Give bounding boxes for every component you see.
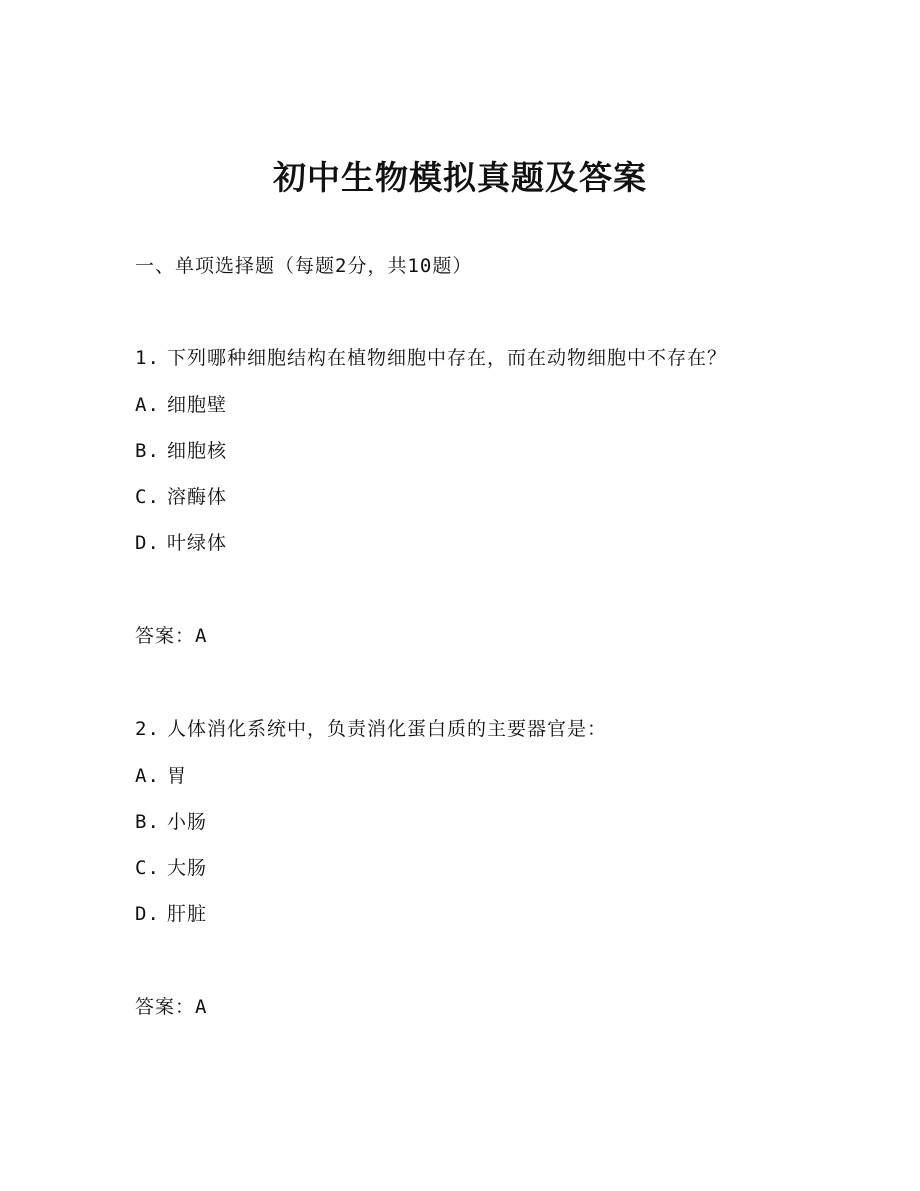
option-letter: B. xyxy=(135,811,160,833)
option-text: 胃 xyxy=(167,765,188,787)
option-letter: D. xyxy=(135,532,160,554)
option-letter: B. xyxy=(135,440,160,462)
option-text: 肝脏 xyxy=(167,903,208,925)
question-stem: 人体消化系统中，负责消化蛋白质的主要器官是： xyxy=(167,718,608,740)
question-1-stem-line xyxy=(135,346,727,370)
option-letter: D. xyxy=(135,903,160,925)
option-text: 溶酶体 xyxy=(167,486,228,508)
question-1-option-b xyxy=(135,439,227,463)
question-1-option-d xyxy=(135,531,227,555)
question-2-option-b xyxy=(135,810,207,834)
option-text: 细胞核 xyxy=(167,440,228,462)
question-1-answer: 答案：A xyxy=(135,625,208,647)
option-text: 细胞壁 xyxy=(167,394,228,416)
option-text: 小肠 xyxy=(167,811,208,833)
option-letter: C. xyxy=(135,486,160,508)
document-title: 初中生物模拟真题及答案 xyxy=(273,158,647,197)
question-1-option-c xyxy=(135,485,227,509)
question-number: 2. xyxy=(135,718,160,740)
question-2-option-a xyxy=(135,764,187,788)
option-letter: A. xyxy=(135,765,160,787)
option-letter: A. xyxy=(135,394,160,416)
option-letter: C. xyxy=(135,857,160,879)
section-heading: 一、单项选择题（每题2分，共10题） xyxy=(135,255,473,277)
option-text: 大肠 xyxy=(167,857,208,879)
question-2-stem-line xyxy=(135,717,607,741)
question-2-answer: 答案：A xyxy=(135,996,208,1018)
question-stem: 下列哪种细胞结构在植物细胞中存在，而在动物细胞中不存在？ xyxy=(167,347,728,369)
question-1-option-a xyxy=(135,393,227,417)
option-text: 叶绿体 xyxy=(167,532,228,554)
question-2-option-d xyxy=(135,902,207,926)
question-2-option-c xyxy=(135,856,207,880)
question-number: 1. xyxy=(135,347,160,369)
